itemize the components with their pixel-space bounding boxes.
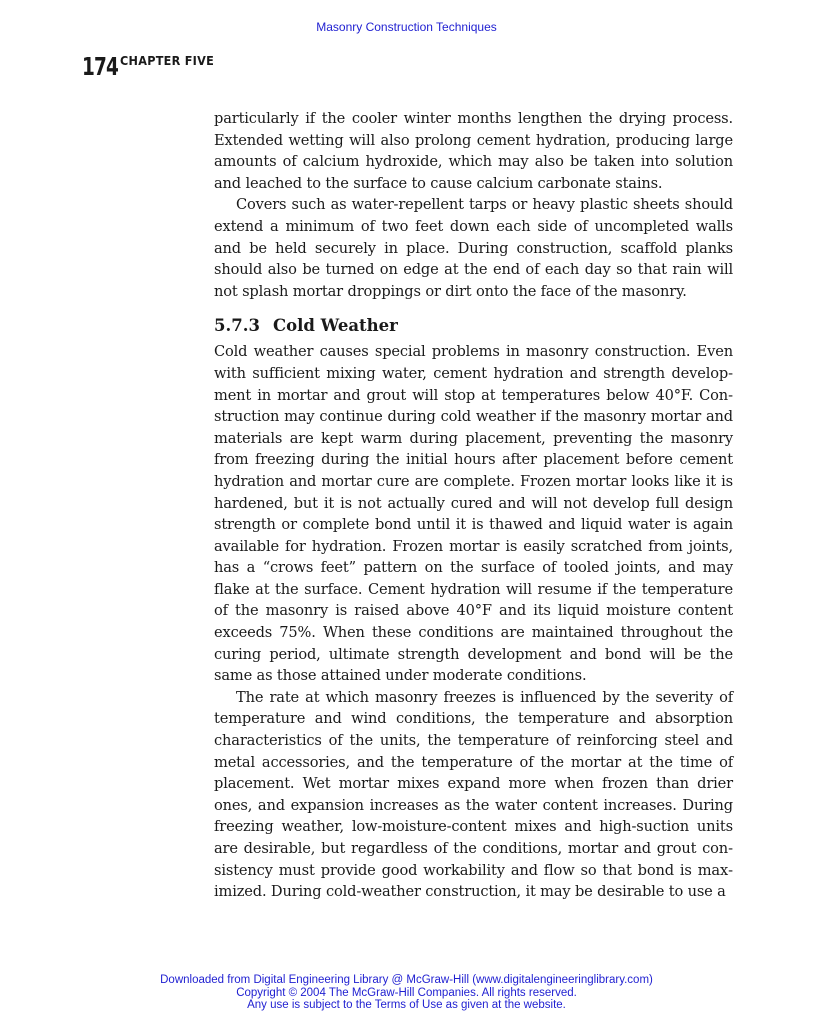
section-heading (214, 315, 733, 337)
body-text (214, 108, 733, 903)
footer-download-link[interactable]: Downloaded from Digital Engineering Library @ McGraw-Hill (www.digitalengineeringlibrary.com) (160, 974, 653, 986)
section-number: 5.7.3 (214, 316, 260, 336)
paragraph-continued: particularly if the cooler winter months lengthen the drying process. Extended wetting will also prolong cement hydration, producing large amounts of calcium hydroxide, which may also be taken into solution and leached to the surface to cause calcium carbonate stains. (214, 110, 733, 192)
chapter-label: CHAPTER FIVE (120, 53, 215, 68)
paragraph-cold-weather: Cold weather causes special problems in masonry construction. Even with sufficient mixing water, cement hydration and strength development in mortar and grout will stop at temperatures below 40°F. Construction may continue during cold weather if the masonry mortar and materials are kept warm during placement, preventing the masonry from freezing during the initial hours after placement before cement hydration and mortar cure are complete. Frozen mortar looks like it is hardened, but it is not actually cured and will not develop full design strength or complete bond until it is thawed and liquid water is again available for hydration. Frozen mortar is easily scratched from joints, has a “crows feet” pattern on the surface of tooled joints, and may flake at the surface. Cement hydration will resume if the temperature of the masonry is raised above 40°F and its liquid moisture content exceeds 75%. When these conditions are maintained throughout the curing period, ultimate strength development and bond will be the same as those attained under moderate conditions. (214, 343, 733, 685)
footer-notice (0, 974, 813, 1012)
footer-terms-link[interactable]: Any use is subject to the Terms of Use as given at the website. (247, 999, 566, 1011)
page-number: 174 (82, 52, 119, 81)
footer-copyright: Copyright © 2004 The McGraw-Hill Companies. All rights reserved. (236, 986, 577, 999)
page-header (82, 52, 225, 82)
paragraph-freeze-rate: The rate at which masonry freezes is influenced by the severity of temperature and wind conditions, the temperature and absorption characteristics of the units, the temperature of reinforcing steel and metal accessories, and the temperature of the mortar at the time of placement. Wet mortar mixes expand more when frozen than drier ones, and expansion increases as the water content increases. During freezing weather, low-moisture-content mixes and high-suction units are desirable, but regardless of the conditions, mortar and grout consistency must provide good workability and flow so that bond is maximized. During cold-weather construction, it may be desirable to use a (214, 688, 733, 901)
book-title-link[interactable]: Masonry Construction Techniques (316, 20, 497, 34)
paragraph-covers: Covers such as water-repellent tarps or heavy plastic sheets should extend a minimum of two feet down each side of uncompleted walls and be held securely in place. During construction, scaffold planks should also be turned on edge at the end of each day so that rain will not splash mortar droppings or dirt onto the face of the masonry. (214, 196, 733, 300)
section-title: Cold Weather (273, 316, 398, 336)
